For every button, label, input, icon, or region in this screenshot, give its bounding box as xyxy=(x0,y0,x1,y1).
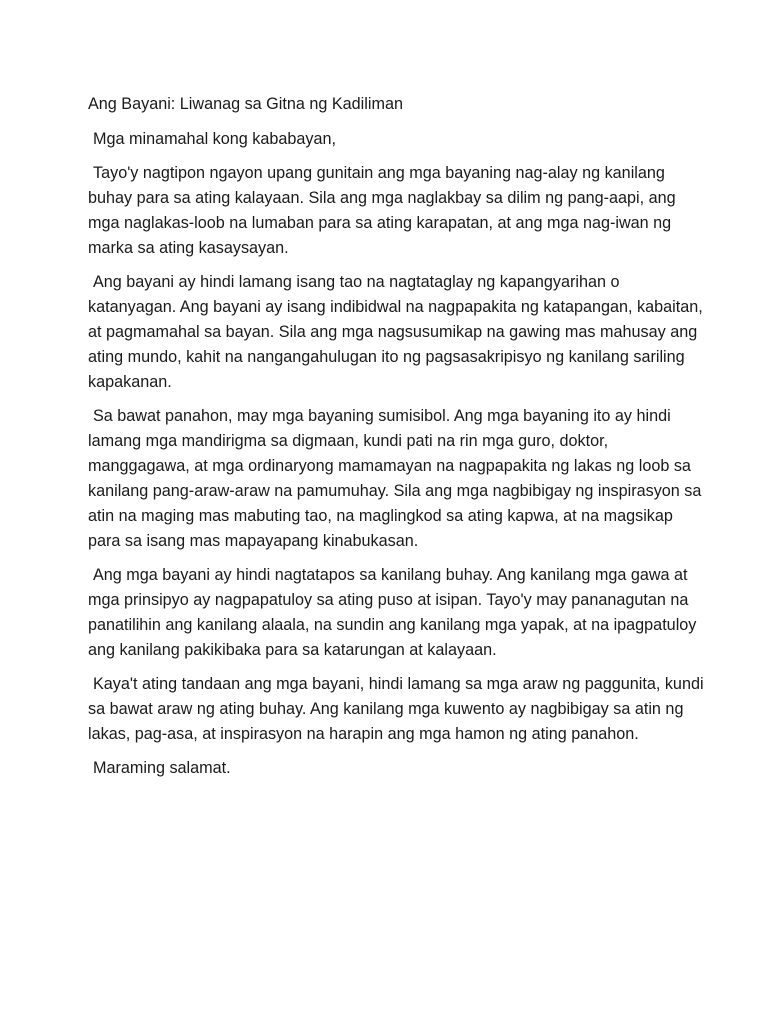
paragraph-2: Ang bayani ay hindi lamang isang tao na nagtataglay ng kapangyarihan o katanyagan. Ang bayani ay isang indibidwal na nagpapakita ng katapangan, kabaitan, at pagmamahal sa bayan. Sila ang mga nagsusumikap na gawing mas mahusay ang ating mundo, kahit na nangangahulugan ito ng pagsasakripisyo ng kanilang sariling kapakanan. xyxy=(88,273,703,391)
document-title: Ang Bayani: Liwanag sa Gitna ng Kadiliman xyxy=(88,95,403,113)
paragraph-4: Ang mga bayani ay hindi nagtatapos sa kanilang buhay. Ang kanilang mga gawa at mga prinsipyo ay nagpapatuloy sa ating puso at isipan. Tayo'y may pananagutan na panatilihin ang kanilang alaala, na sundin ang kanilang mga yapak, at na ipagpatuloy ang kanilang pakikibaka para sa katarungan at kalayaan. xyxy=(88,566,697,659)
paragraph-3: Sa bawat panahon, may mga bayaning sumisibol. Ang mga bayaning ito ay hindi lamang mga mandirigma sa digmaan, kundi pati na rin mga guro, doktor, manggagawa, at mga ordinaryong mamamayan na nagpapakita ng lakas ng loob sa kanilang pang-araw-araw na pamumuhay. Sila ang mga nagbibigay ng inspirasyon sa atin na maging mas mabuting tao, na maglingkod sa ating kapwa, at na magsikap para sa isang mas mapayapang kinabukasan. xyxy=(88,407,702,550)
paragraph-5: Kaya't ating tandaan ang mga bayani, hindi lamang sa mga araw ng paggunita, kundi sa bawat araw ng ating buhay. Ang kanilang mga kuwento ay nagbibigay sa atin ng lakas, pag-asa, at inspirasyon na harapin ang mga hamon ng ating panahon. xyxy=(88,675,704,743)
paragraph-1: Tayo'y nagtipon ngayon upang gunitain ang mga bayaning nag-alay ng kanilang buhay para sa ating kalayaan. Sila ang mga naglakbay sa dilim ng pang-aapi, ang mga naglakas-loob na lumaban para sa ating karapatan, at ang mga nag-iwan ng marka sa ating kasaysayan. xyxy=(88,164,676,257)
document-page xyxy=(88,92,708,781)
closing-line: Maraming salamat. xyxy=(93,759,231,777)
salutation: Mga minamahal kong kababayan, xyxy=(93,130,336,148)
